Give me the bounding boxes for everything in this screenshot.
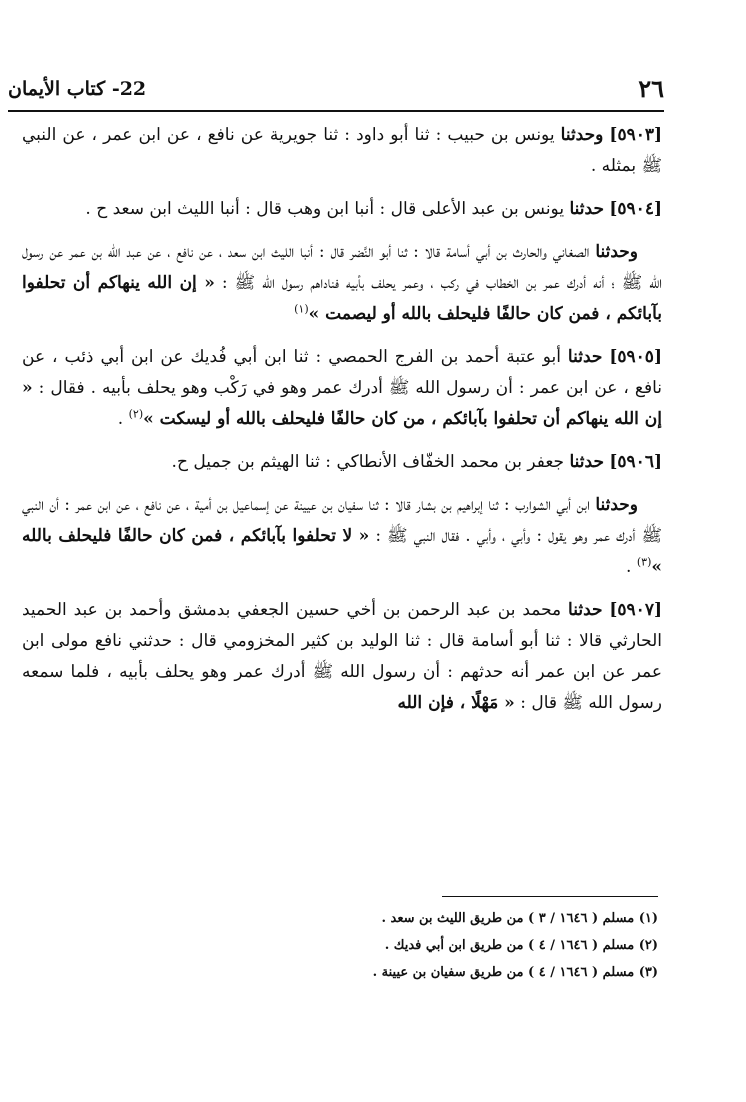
hadith-text: ابن أبي الشوارب : ثنا إبراهيم بن بشار قالا : ثنا سفيان بن عيينة عن إسماعيل بن أمية ، عن نافع ، عن ابن عمر : أن النبي ﷺ أدرك عمر وهو يقول : وأبي ، وأبي . فقال النبي ﷺ : [22,495,663,546]
hadith-end: . [626,557,637,577]
hadith-text: يونس بن حبيب : ثنا أبو داود : ثنا جويرية عن نافع ، عن ابن عمر ، عن النبي ﷺ بمثله . [22,125,662,176]
hadith-matn: « إن الله ينهاكم أن تحلفوا بآبائكم ، فمن كان حالفًا فليحلف بالله أو ليصمت » [22,273,662,324]
hadith-matn: « إن الله ينهاكم أن تحلفوا بآبائكم ، من كان حالفًا فليحلف بالله أو ليسكت » [22,378,662,429]
hadith-entry-5903 [22,120,662,182]
footnote-marker: (١) [294,302,309,316]
footnote-marker: (٣) [636,555,652,569]
hadith-text: يونس بن عبد الأعلى قال : أنبا ابن وهب قال : أنبا الليث ابن سعد ح . [85,199,565,219]
hadith-number: [٥٩٠٤] [609,199,662,219]
hadith-entry-5904-chain-2 [22,237,662,330]
page-number: ٢٦ [638,74,664,103]
hadith-number: [٥٩٠٦] [609,452,662,472]
hadith-text: الصغاني والحارث بن أبي أسامة قالا : ثنا أبو النَّضر قال : أنبا الليث ابن سعد ، عن نافع ، عن عبد الله بن عمر عن رسول الله ﷺ ؛ أنه أدرك عمر بن الخطاب في ركب ، وعمر يحلف بأبيه فناداهم رسول الله ﷺ : [22,242,663,293]
hadith-leadin: حدثنا [569,452,604,472]
hadith-entry-5907 [22,595,662,719]
book-title: 22- كتاب الأيمان [8,78,147,100]
footnote-3: (٣) مسلم ( ١٦٤٦ / ٤ ) من طريق سفيان بن عيينة . [372,965,658,980]
hadith-leadin: حدثنا [568,600,603,620]
hadith-leadin: حدثنا [569,199,604,219]
footnote-1: (١) مسلم ( ١٦٤٦ / ٣ ) من طريق الليث بن سعد . [381,911,658,926]
footnotes [200,905,658,986]
hadith-end: . [117,409,129,429]
hadith-entry-5906-chain-2 [22,490,662,583]
hadith-leadin: حدثنا [567,347,603,367]
hadith-leadin: وحدثنا [595,495,638,515]
footnote-2: (٢) مسلم ( ١٦٤٦ / ٤ ) من طريق ابن أبي فديك . [384,938,658,953]
hadith-entry-5906 [22,447,662,478]
header-divider [8,110,664,112]
running-header [8,70,664,104]
hadith-entry-5905 [22,342,662,435]
hadith-text: أبو عتبة أحمد بن الفرج الحمصي : ثنا ابن أبي فُديك عن ابن أبي ذئب ، عن نافع ، عن ابن عمر : أن رسول الله ﷺ أدرك عمر وهو في رَكْب وهو يحلف بأبيه . فقال : [22,347,662,398]
footnote-divider [442,896,658,897]
hadith-number: [٥٩٠٣] [609,125,663,145]
hadith-matn: « مَهْلًا ، فإن الله [397,693,515,713]
hadith-number: [٥٩٠٧] [609,600,662,620]
hadith-leadin: وحدثنا [560,125,604,145]
hadith-matn: « لا تحلفوا بآبائكم ، فمن كان حالفًا فليحلف بالله » [22,526,662,577]
hadith-number: [٥٩٠٥] [609,347,662,367]
footnote-marker: (٢) [128,407,144,421]
hadith-text: محمد بن عبد الرحمن بن أخي حسين الجعفي بدمشق وأحمد بن عبد الحميد الحارثي قالا : ثنا أبو أسامة قال : ثنا الوليد بن كثير المخزومي قال : حدثني نافع مولى ابن عمر عن ابن عمر أنه حدثهم : أن رسول الله ﷺ أدرك عمر وهو يحلف بأبيه ، فلما سمعه رسول الله ﷺ قال : [22,600,662,713]
hadith-text: جعفر بن محمد الخفّاف الأنطاكي : ثنا الهيثم بن جميل ح. [171,452,565,472]
hadith-leadin: وحدثنا [595,242,639,262]
hadith-entry-5904 [22,194,662,225]
hadith-text-block [22,120,662,731]
